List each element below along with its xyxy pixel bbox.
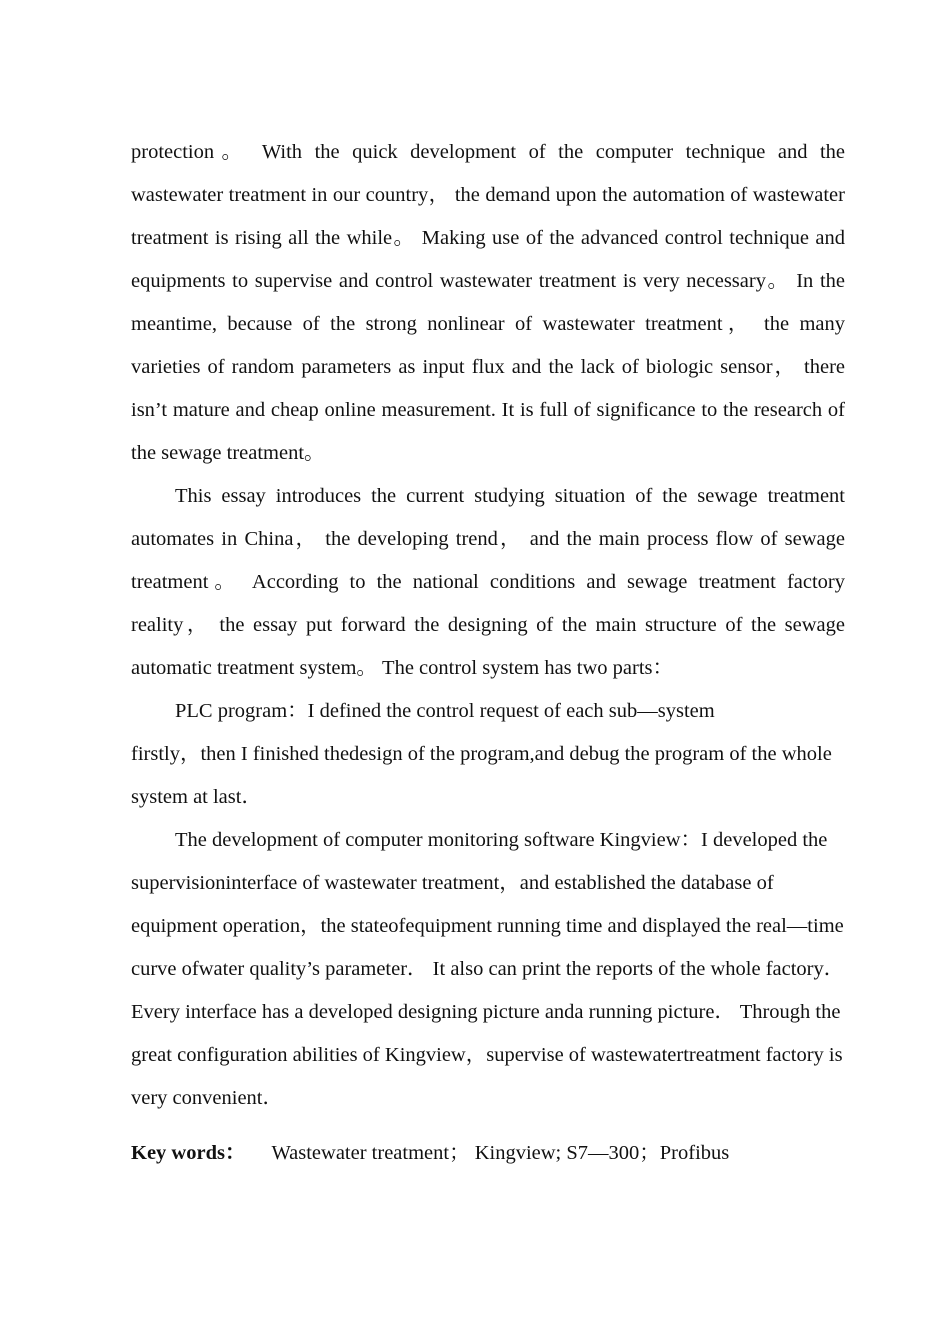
keywords-label: Key words： [131, 1142, 246, 1164]
keywords-line [131, 1132, 845, 1175]
kingview-paragraph: The development of computer monitoring software Kingview：I developed the supervisioninterface of wastewater treatment，and established the database of equipment operation，the stateofequipment running time and displayed the real—time curve ofwater quality’s parameter． It also can print the reports of the whole factory． Every interface has a developed designing picture anda running picture． Through the great configuration abilities of Kingview，supervise of wastewatertreatment factory is very convenient． [131, 829, 845, 1109]
plc-program-line: PLC program：I defined the control request of each sub—system [175, 700, 715, 722]
keywords-value: Wastewater treatment； Kingview; S7—300；Profibus [271, 1142, 730, 1164]
plc-program-continuation: firstly，then I finished thedesign of the program,and debug the program of the whole system at last． [131, 743, 832, 808]
abstract-paragraph-2: This essay introduces the current studying situation of the sewage treatment automates in China， the developing trend， and the main process flow of sewage treatment。 According to the national conditions and sewage treatment factory reality， the essay put forward the designing of the main structure of the sewage automatic treatment system。 The control system has two parts： [131, 485, 845, 679]
abstract-page [131, 131, 845, 1175]
abstract-paragraph-1: protection。 With the quick development of the computer technique and the wastewater treatment in our country， the demand upon the automation of wastewater treatment is rising all the while。 Making use of the advanced control technique and equipments to supervise and control wastewater treatment is very necessary。 In the meantime, because of the strong nonlinear of wastewater treatment， the many varieties of random parameters as input flux and the lack of biologic sensor， there isn’t mature and cheap online measurement. It is full of significance to the research of the sewage treatment。 [131, 141, 845, 464]
